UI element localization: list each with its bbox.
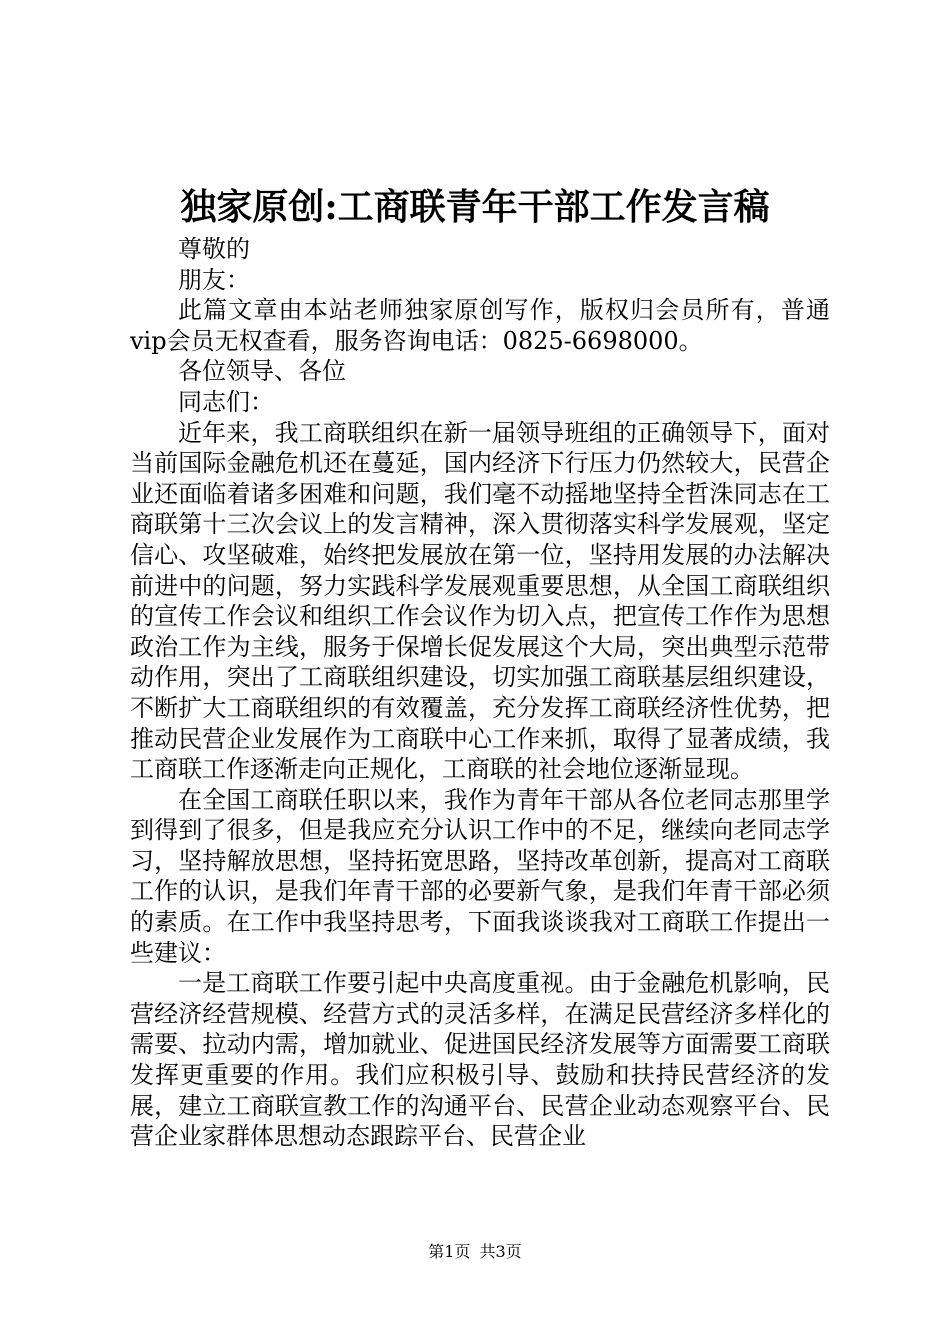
body-paragraph: 在全国工商联任职以来，我作为青年干部从各位老同志那里学到得到了很多，但是我应充分认识工作中的不足，继续向老同志学习，坚持解放思想，坚持拓宽思路，坚持改革创新，提高对工商联工作的认识，是我们年青干部的必要新气象，是我们年青干部必须的素质。在工作中我坚持思考，下面我谈谈我对工商联工作提出一些建议：: [130, 785, 830, 967]
salutation-line-1: 尊敬的: [178, 235, 250, 263]
copyright-notice: 此篇文章由本站老师独家原创写作，版权归会员所有，普通vip会员无权查看，服务咨询电话：0825-6698000。: [130, 296, 830, 355]
page-number: 第1页: [428, 1242, 471, 1261]
page-footer: [0, 1242, 950, 1262]
body-paragraph: 近年来，我工商联组织在新一届领导班组的正确领导下，面对当前国际金融危机还在蔓延，国内经济下行压力仍然较大，民营企业还面临着诸多困难和问题，我们毫不动摇地坚持全哲洙同志在工商联第十三次会议上的发言精神，深入贯彻落实科学发展观，坚定信心、攻坚破难，始终把发展放在第一位，坚持用发展的办法解决前进中的问题，努力实践科学发展观重要思想，从全国工商联组织的宣传工作会议和组织工作会议作为切入点，把宣传工作作为思想政治工作为主线，服务于保增长促发展这个大局，突出典型示范带动作用，突出了工商联组织建设，切实加强工商联基层组织建设，不断扩大工商联组织的有效覆盖，充分发挥工商联经济性优势，把推动民营企业发展作为工商联中心工作来抓，取得了显著成绩，我工商联工作逐渐走向正规化，工商联的社会地位逐渐显现。: [130, 418, 830, 784]
body-paragraph: 一是工商联工作要引起中央高度重视。由于金融危机影响，民营经济经营规模、经营方式的灵活多样，在满足民营经济多样化的需要、拉动内需，增加就业、促进国民经济发展等方面需要工商联发挥更重要的作用。我们应积极引导、鼓励和扶持民营经济的发展，建立工商联宣教工作的沟通平台、民营企业动态观察平台、民营企业家群体思想动态跟踪平台、民营企业: [130, 969, 830, 1151]
page-total: 共3页: [479, 1242, 522, 1261]
document-title: 独家原创:工商联青年干部工作发言稿: [180, 186, 770, 228]
salutation-line-4: 同志们：: [178, 387, 274, 416]
salutation-line-2: 朋友：: [178, 265, 250, 294]
salutation-line-3: 各位领导、各位: [178, 357, 346, 386]
document-body: [130, 234, 830, 1152]
